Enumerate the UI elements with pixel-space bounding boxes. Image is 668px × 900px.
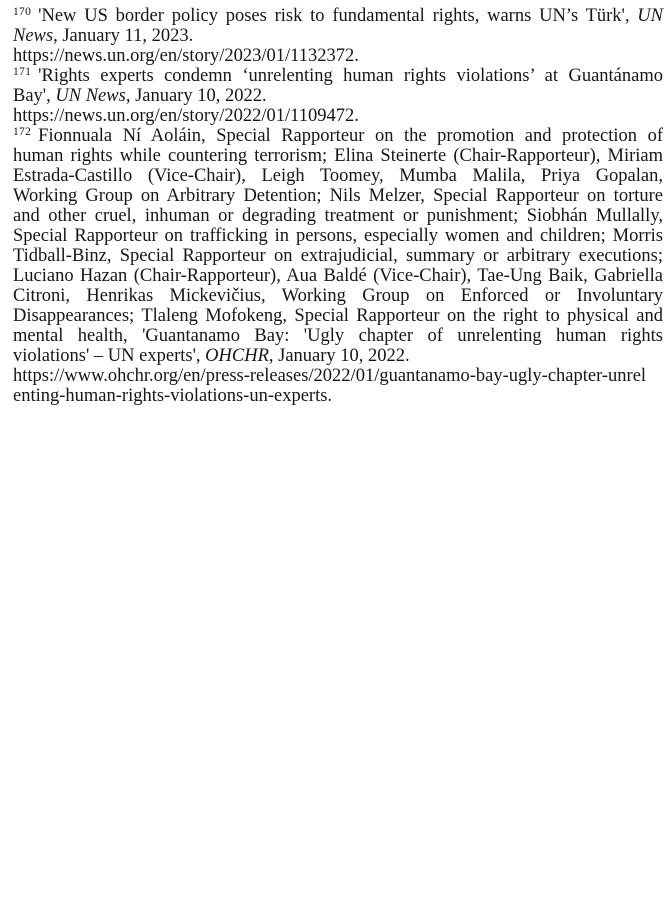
footnote-url-line — [13, 366, 663, 386]
source-title: News — [13, 26, 54, 46]
footnote-text-line — [13, 146, 663, 166]
citation-text: Working Group on Arbitrary Detention; Nils Melzer, Special Rapporteur on torture — [13, 186, 663, 206]
footnote-text-line — [13, 186, 663, 206]
footnote-170 — [13, 6, 663, 66]
footnote-url-link[interactable]: https://news.un.org/en/story/2023/01/1132372. — [13, 46, 359, 66]
citation-text: and other cruel, inhuman or degrading treatment or punishment; Siobhán Mullally, — [13, 206, 663, 226]
footnotes-section — [13, 6, 663, 406]
footnote-text-line — [13, 226, 663, 246]
footnote-text-line — [13, 346, 663, 366]
footnote-text-line — [13, 286, 663, 306]
citation-text: , January 11, 2023. — [53, 26, 194, 46]
citation-text: Estrada-Castillo (Vice-Chair), Leigh Toomey, Mumba Malila, Priya Gopalan, — [13, 166, 663, 186]
citation-text: , January 10, 2022. — [125, 86, 267, 106]
citation-text: 'Rights experts condemn ‘unrelenting human rights violations’ at Guantánamo — [38, 66, 663, 86]
footnote-text-line — [13, 306, 663, 326]
footnote-text-line — [13, 266, 663, 286]
citation-text: , January 10, 2022. — [268, 346, 410, 366]
footnote-marker: 171 — [13, 65, 32, 78]
footnote-text-line — [13, 246, 663, 266]
footnote-marker: 172 — [13, 125, 32, 138]
footnote-url-link[interactable]: enting-human-rights-violations-un-experts. — [13, 386, 333, 406]
footnote-text-line — [13, 126, 663, 146]
citation-text: Luciano Hazan (Chair-Rapporteur), Aua Baldé (Vice-Chair), Tae-Ung Baik, Gabriella — [13, 266, 663, 286]
footnote-text-line — [13, 66, 663, 86]
footnote-text-line — [13, 26, 663, 46]
source-title: OHCHR — [205, 346, 269, 366]
citation-text: Special Rapporteur on trafficking in persons, especially women and children; Morris — [13, 226, 663, 246]
footnote-url-link[interactable]: https://news.un.org/en/story/2022/01/1109472. — [13, 106, 359, 126]
footnote-text-line — [13, 206, 663, 226]
citation-text: human rights while countering terrorism; Elina Steinerte (Chair-Rapporteur), Miriam — [13, 146, 663, 166]
footnote-172 — [13, 126, 663, 406]
footnote-text-line — [13, 6, 663, 26]
footnote-text-line — [13, 166, 663, 186]
source-title: UN News — [55, 86, 126, 106]
footnote-marker: 170 — [13, 5, 32, 18]
citation-text: 'New US border policy poses risk to fundamental rights, warns UN’s Türk', — [38, 6, 638, 26]
footnote-171 — [13, 66, 663, 126]
footnote-text-line — [13, 326, 663, 346]
citation-text: mental health, 'Guantanamo Bay: 'Ugly chapter of unrelenting human rights — [13, 326, 663, 346]
citation-text: violations' – UN experts', — [13, 346, 206, 366]
citation-text: Citroni, Henrikas Mickevičius, Working Group on Enforced or Involuntary — [13, 286, 663, 306]
citation-text: Bay', — [13, 86, 56, 106]
citation-text: Fionnuala Ní Aoláin, Special Rapporteur on the promotion and protection of — [38, 126, 663, 146]
footnote-text-line — [13, 86, 663, 106]
footnote-url-line — [13, 46, 663, 66]
citation-text: Disappearances; Tlaleng Mofokeng, Special Rapporteur on the right to physical and — [13, 306, 663, 326]
source-title: UN — [637, 6, 663, 26]
footnote-url-link[interactable]: https://www.ohchr.org/en/press-releases/2022/01/guantanamo-bay-ugly-chapter-unrel — [13, 366, 647, 386]
footnote-url-line — [13, 106, 663, 126]
citation-text: Tidball-Binz, Special Rapporteur on extrajudicial, summary or arbitrary executions; — [13, 246, 663, 266]
footnote-url-line — [13, 386, 663, 406]
